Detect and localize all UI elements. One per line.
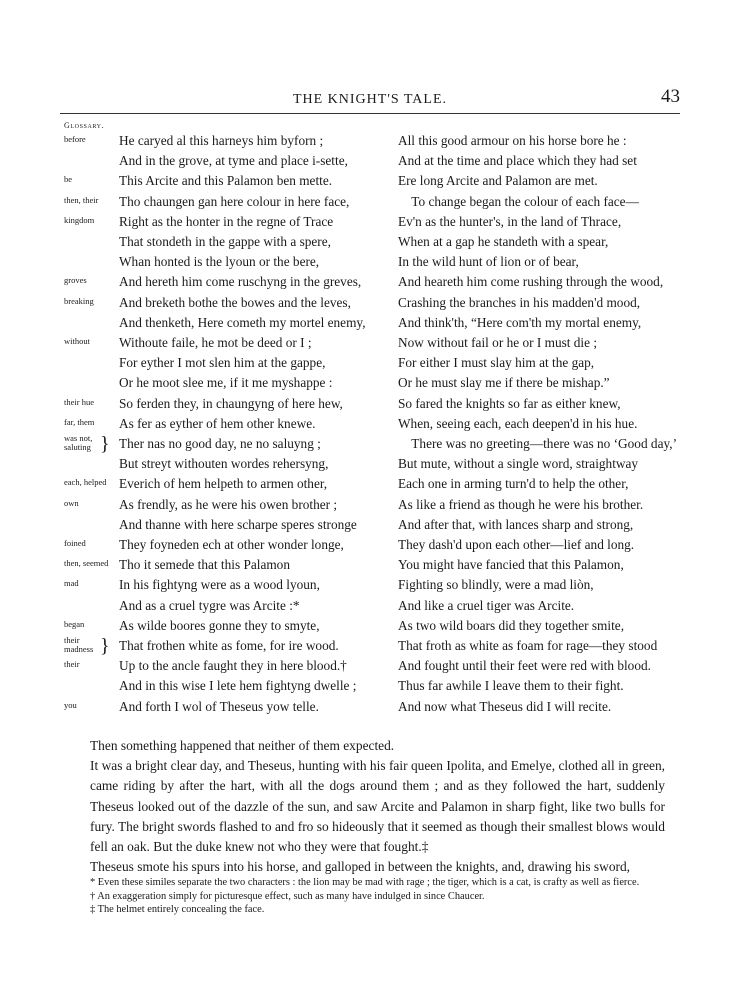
verse-row [0,272,739,292]
modern-english-line: Fighting so blindly, were a mad liòn, [398,577,594,593]
gloss-note: their hue [64,396,94,407]
footnote: ‡ The helmet entirely concealing the face. [90,904,265,915]
verse-row [0,252,739,272]
modern-english-line: And think'th, “Here com'th my mortal enemy, [398,314,642,330]
middle-english-line: Withoute faile, he mot be deed or I ; [119,335,312,351]
middle-english-line: That frothen white as fome, for ire wood. [119,638,339,654]
verse-row [0,616,739,636]
middle-english-line: He caryed al this harneys him byforn ; [119,133,324,148]
gloss-note: you [64,699,77,710]
gloss-note: each, helped [64,477,107,488]
modern-english-line: Ere long Arcite and Palamon are met. [398,173,598,189]
verse-row [0,535,739,555]
modern-english-line: That froth as white as foam for rage—they stood [398,638,658,654]
middle-english-line: And as a cruel tygre was Arcite :* [119,597,300,613]
verse-row [0,151,739,171]
middle-english-line: And forth I wol of Theseus yow telle. [119,698,319,714]
verse-row [0,515,739,535]
modern-english-line: To change began the colour of each face— [411,193,639,209]
footnote: † An exaggeration simply for picturesque effect, such as many have indulged in since Chaucer. [90,890,485,902]
modern-english-line: And fought until their feet were red with blood. [398,658,651,674]
verse-row [0,495,739,515]
middle-english-line: Or he moot slee me, if it me myshappe : [119,375,333,391]
verse-row [0,313,739,333]
prose-paragraph: Theseus smote his spurs into his horse, and galloped in between the knights, and, drawing his sword, [90,859,631,875]
verse-row [0,192,739,212]
middle-english-line: But streyt withouten wordes rehersyng, [119,456,329,472]
modern-english-line: As two wild boars did they together smite, [398,617,625,633]
verse-row [0,555,739,575]
modern-english-line: All this good armour on his horse bore he : [398,133,627,148]
verse-row [0,474,739,494]
middle-english-line: As frendly, as he were his owen brother ; [119,496,338,512]
middle-english-line: Whan honted is the lyoun or the bere, [119,254,320,270]
middle-english-line: And thanne with here scharpe speres stronge [119,516,357,532]
modern-english-line: Or he must slay me if there be mishap.” [398,375,610,391]
middle-english-line: And in the grove, at tyme and place i-sette, [119,153,348,169]
gloss-note: be [64,174,73,185]
page-header [60,86,680,114]
middle-english-line: They foyneden ech at other wonder longe, [119,537,344,553]
middle-english-line: As wilde boores gonne they to smyte, [119,617,320,633]
verse-row [0,293,739,313]
middle-english-line: So ferden they, in chaungyng of here hew, [119,395,343,411]
verse-row [0,212,739,232]
verse-row [0,676,739,696]
footnotes [90,876,670,917]
middle-english-line: Tho it semede that this Palamon [119,557,290,573]
gloss-note: kingdom [64,214,95,225]
modern-english-line: As like a friend as though he were his brother. [398,496,644,512]
middle-english-line: Everich of hem helpeth to armen other, [119,476,328,492]
modern-english-line: And heareth him come rushing through the wood, [398,274,664,290]
modern-english-line: And like a cruel tiger was Arcite. [398,597,575,613]
gloss-note: then, their [64,194,99,205]
verse-row [0,414,739,434]
verse-row [0,373,739,393]
verse-table [0,131,739,717]
modern-english-line: In the wild hunt of lion or of bear, [398,254,579,270]
modern-english-line: And now what Theseus did I will recite. [398,698,612,714]
footnote: * Even these similes separate the two characters : the lion may be mad with rage ; the tiger, which is a cat, is crafty as well as fierce. [90,877,640,888]
middle-english-line: Tho chaungen gan here colour in here face, [119,193,350,209]
gloss-note: their [64,659,80,670]
middle-english-line: Up to the ancle faught they in here blood.† [119,658,347,674]
modern-english-line: They dash'd upon each other—lief and long. [398,537,635,553]
modern-english-line: When at a gap he standeth with a spear, [398,234,609,250]
modern-english-line: Ev'n as the hunter's, in the land of Thrace, [398,213,622,229]
modern-english-line: Now without fail or he or I must die ; [398,335,598,351]
verse-row [0,656,739,676]
gloss-note: without [64,336,90,347]
header-rule [60,113,680,114]
gloss-note: their madness [64,635,94,655]
modern-english-line: So fared the knights so far as either knew, [398,395,621,411]
modern-english-line: Thus far awhile I leave them to their fight. [398,678,624,694]
middle-english-line: In his fightyng were as a wood lyoun, [119,577,320,593]
verse-row [0,697,739,717]
verse-row [0,454,739,474]
modern-english-line: Crashing the branches in his madden'd mood, [398,294,641,310]
gloss-brace: } [100,635,110,658]
modern-english-line: And at the time and place which they had set [398,153,637,169]
verse-row [0,596,739,616]
verse-row [0,232,739,252]
verse-row [0,333,739,353]
modern-english-line: Each one in arming turn'd to help the other, [398,476,629,492]
middle-english-line: And thenketh, Here cometh my mortel enemy, [119,314,366,330]
gloss-note: own [64,497,79,508]
modern-english-line: You might have fancied that this Palamon, [398,557,624,573]
gloss-note: far, them [64,416,95,427]
verse-row [0,131,739,151]
prose-paragraph: It was a bright clear day, and Theseus, hunting with his fair queen Ipolita, and Emelye, clothed all in green, came riding by after the hart, with all the dogs around them ; and as they followed the hart, suddenly Theseus looked out of the dazzle of the sun, and saw Arcite and Palamon in sharp fight, like two bulls for fury. The bright swords flashed to and fro so hideously that it seemed as though their smallest blows would fell an oak. But the duke knew not who they were that fought.‡ [90,758,665,855]
modern-english-line: There was no greeting—there was no ‘Good day,’ [411,436,678,452]
verse-row [0,353,739,373]
middle-english-line: And breketh bothe the bowes and the leves, [119,294,351,310]
prose-paragraph: Then something happened that neither of them expected. [90,738,395,753]
middle-english-line: Right as the honter in the regne of Trace [119,213,334,229]
middle-english-line: As fer as eyther of hem other knewe. [119,415,316,431]
prose-section [90,736,665,877]
verse-row [0,394,739,414]
middle-english-line: And in this wise I lete hem fightyng dwelle ; [119,678,357,694]
gloss-note: breaking [64,295,94,306]
verse-row [0,171,739,191]
modern-english-line: For either I must slay him at the gap, [398,355,595,371]
middle-english-line: For eyther I mot slen him at the gappe, [119,355,326,371]
verse-row [0,575,739,595]
gloss-note: then, seemed [64,558,109,569]
gloss-note: mad [64,578,79,589]
gloss-note: foined [64,538,86,549]
middle-english-line: And hereth him come ruschyng in the greves, [119,274,362,290]
gloss-note: began [64,618,85,629]
middle-english-line: That stondeth in the gappe with a spere, [119,234,331,250]
running-title: THE KNIGHT'S TALE. [292,92,448,107]
modern-english-line: When, seeing each, each deepen'd in his hue. [398,415,638,431]
middle-english-line: Ther nas no good day, ne no saluyng ; [119,436,321,452]
middle-english-line: This Arcite and this Palamon ben mette. [119,173,333,189]
modern-english-line: But mute, without a single word, straightway [398,456,639,472]
verse-row [0,636,739,656]
gloss-brace: } [100,433,110,456]
gloss-note: was not, saluting [64,433,93,453]
gloss-note: groves [64,275,87,286]
verse-row [0,434,739,454]
glossary-heading: Glossary. [64,121,105,130]
modern-english-line: And after that, with lances sharp and strong, [398,516,634,532]
page-number: 43 [661,86,680,107]
gloss-note: before [64,134,86,144]
